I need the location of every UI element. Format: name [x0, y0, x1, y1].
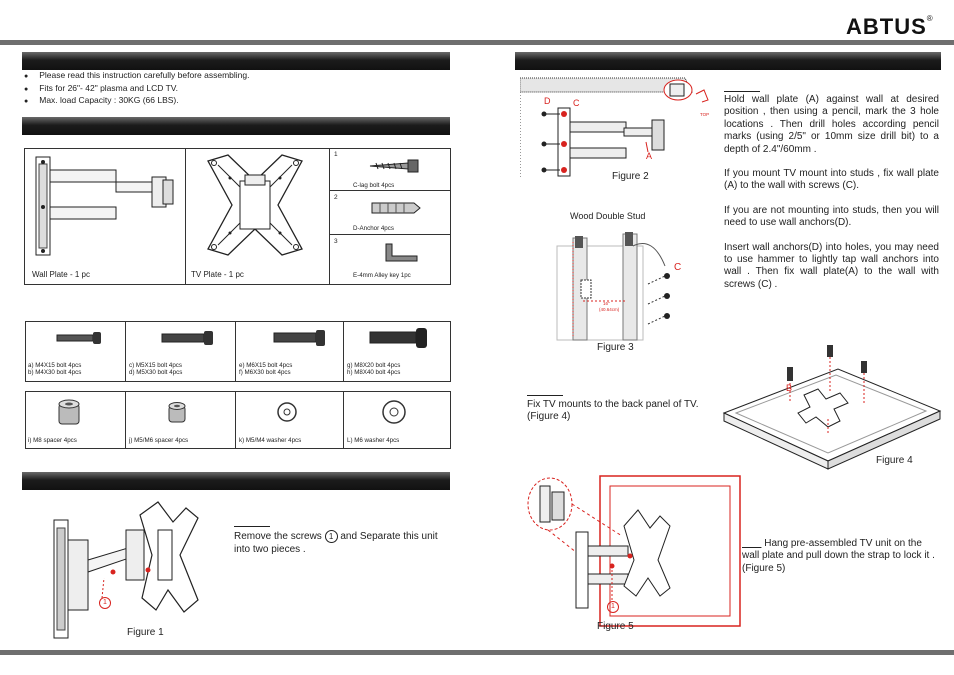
- anchor-icon: [370, 200, 422, 216]
- fig3-dim: 16": [603, 301, 610, 306]
- spacer-m8-icon: [55, 398, 85, 428]
- figure3-drawing: [553, 226, 688, 341]
- divider: [329, 234, 451, 235]
- step4-text: Hang pre-assembled TV unit on the wall plate and pull down the strap to lock it . (Figure 5): [742, 538, 935, 574]
- fig2-label-d: D: [544, 96, 551, 106]
- step-underline: [724, 91, 760, 92]
- step2-paragraph: Insert wall anchors(D) into holes, you may need to use hammer to lightly tap wall anchors into wall . Then fix wall plate(A) to the wall with screws (C) .: [724, 241, 939, 290]
- spacer-label: k) M5/M4 washer 4pcs: [239, 437, 302, 444]
- step3-text: Fix TV mounts to the back panel of TV. (Figure 4): [527, 399, 699, 423]
- section-header-step1: [22, 472, 450, 490]
- divider: [329, 148, 330, 285]
- bottom-rule: [0, 650, 954, 655]
- bolt-m6-icon: [272, 329, 328, 347]
- fig2-label-top: TOP: [700, 112, 710, 117]
- note-item: ● Max. load Capacity : 30KG (66 LBS).: [24, 95, 249, 108]
- spacer-m6-icon: [165, 400, 193, 426]
- figure2-drawing: [520, 72, 710, 177]
- figure5-caption: Figure 5: [597, 621, 634, 632]
- divider: [125, 391, 126, 449]
- top-rule: [0, 40, 954, 45]
- figure5-drawing: [520, 470, 745, 630]
- brand-logo: ABTUS®: [846, 14, 934, 39]
- fig2-label-c: C: [573, 98, 580, 108]
- washer-m6-icon: [381, 399, 407, 425]
- step-underline: [742, 538, 761, 549]
- spacer-label: L) M6 washer 4pcs: [347, 437, 400, 444]
- bolt-label: g) M8X20 bolt 4pcs h) M8X40 bolt 4pcs: [347, 362, 401, 376]
- circle-1-icon: 1: [325, 530, 338, 543]
- callout-1: 1: [99, 597, 111, 609]
- divider: [235, 321, 236, 382]
- hardware-num: 3: [334, 238, 338, 245]
- section-header-parts: [22, 117, 450, 135]
- lag-bolt-icon: [368, 158, 420, 174]
- divider: [235, 391, 236, 449]
- step-underline: [527, 395, 563, 396]
- divider: [185, 148, 186, 285]
- callout-1: 1: [607, 601, 619, 613]
- section-header-step2: [515, 52, 941, 70]
- step2-text: [724, 94, 939, 291]
- figure2-caption: Figure 2: [612, 171, 649, 182]
- step2-paragraph: Hold wall plate (A) against wall at desired position , then using a pencil, mark the 3 hole locations . Then drill holes according pencil marks (using 2/5" or 10mm size drill bit) to a depth of 2.4"/60mm .: [724, 94, 939, 155]
- wall-plate-label: Wall Plate - 1 pc: [32, 270, 90, 279]
- step2-paragraph: If you mount TV mount into studs , fix wall plate (A) to the wall with screws (C).: [724, 168, 939, 192]
- fig3-label-c: C: [674, 262, 682, 273]
- hardware-label: C-lag bolt 4pcs: [353, 182, 395, 189]
- bolt-m5-icon: [160, 330, 216, 346]
- tv-plate-drawing: [200, 153, 310, 258]
- divider: [343, 321, 344, 382]
- step1-text: Remove the screws 1 and Separate this unit into two pieces .: [234, 531, 438, 555]
- bolt-label: e) M6X15 bolt 4pcs f) M6X30 bolt 4pcs: [239, 362, 293, 376]
- fig4-label-b: B: [786, 383, 793, 393]
- allen-key-icon: [384, 241, 420, 263]
- spacer-label: j) M5/M6 spacer 4pcs: [129, 437, 189, 444]
- notes-list: [24, 70, 249, 108]
- wood-stud-title: Wood Double Stud: [570, 211, 646, 221]
- note-item: ● Please read this instruction carefully before assembling.: [24, 70, 249, 83]
- hardware-label: E-4mm Alley key 1pc: [353, 272, 411, 279]
- bolt-m4-icon: [55, 331, 105, 345]
- hardware-num: 1: [334, 151, 338, 158]
- washer-m5-icon: [276, 401, 298, 423]
- figure3-caption: Figure 3: [597, 342, 634, 353]
- fig3-dim2: (40.64cm): [599, 307, 620, 312]
- hardware-label: D-Anchor 4pcs: [353, 225, 394, 232]
- figure4-caption: Figure 4: [876, 455, 913, 466]
- figure1-drawing: [48, 500, 203, 640]
- step2-paragraph: If you are not mounting into studs, then you will need to use wall anchors(D).: [724, 204, 939, 229]
- divider: [329, 190, 451, 191]
- bolt-label: c) M5X15 bolt 4pcs d) M5X30 bolt 4pcs: [129, 362, 183, 376]
- figure1-caption: Figure 1: [127, 627, 164, 638]
- spacer-label: i) M8 spacer 4pcs: [28, 437, 77, 444]
- bolt-m8-icon: [368, 327, 430, 349]
- tv-plate-label: TV Plate - 1 pc: [191, 270, 244, 279]
- step-underline: [234, 526, 270, 527]
- divider: [125, 321, 126, 382]
- fig2-label-a: A: [646, 151, 653, 161]
- note-item: ● Fits for 26"- 42" plasma and LCD TV.: [24, 83, 249, 96]
- section-header-notes: [22, 52, 450, 70]
- hardware-num: 2: [334, 194, 338, 201]
- divider: [343, 391, 344, 449]
- bolt-label: a) M4X15 bolt 4pcs b) M4X30 bolt 4pcs: [28, 362, 82, 376]
- wall-plate-drawing: [32, 152, 182, 262]
